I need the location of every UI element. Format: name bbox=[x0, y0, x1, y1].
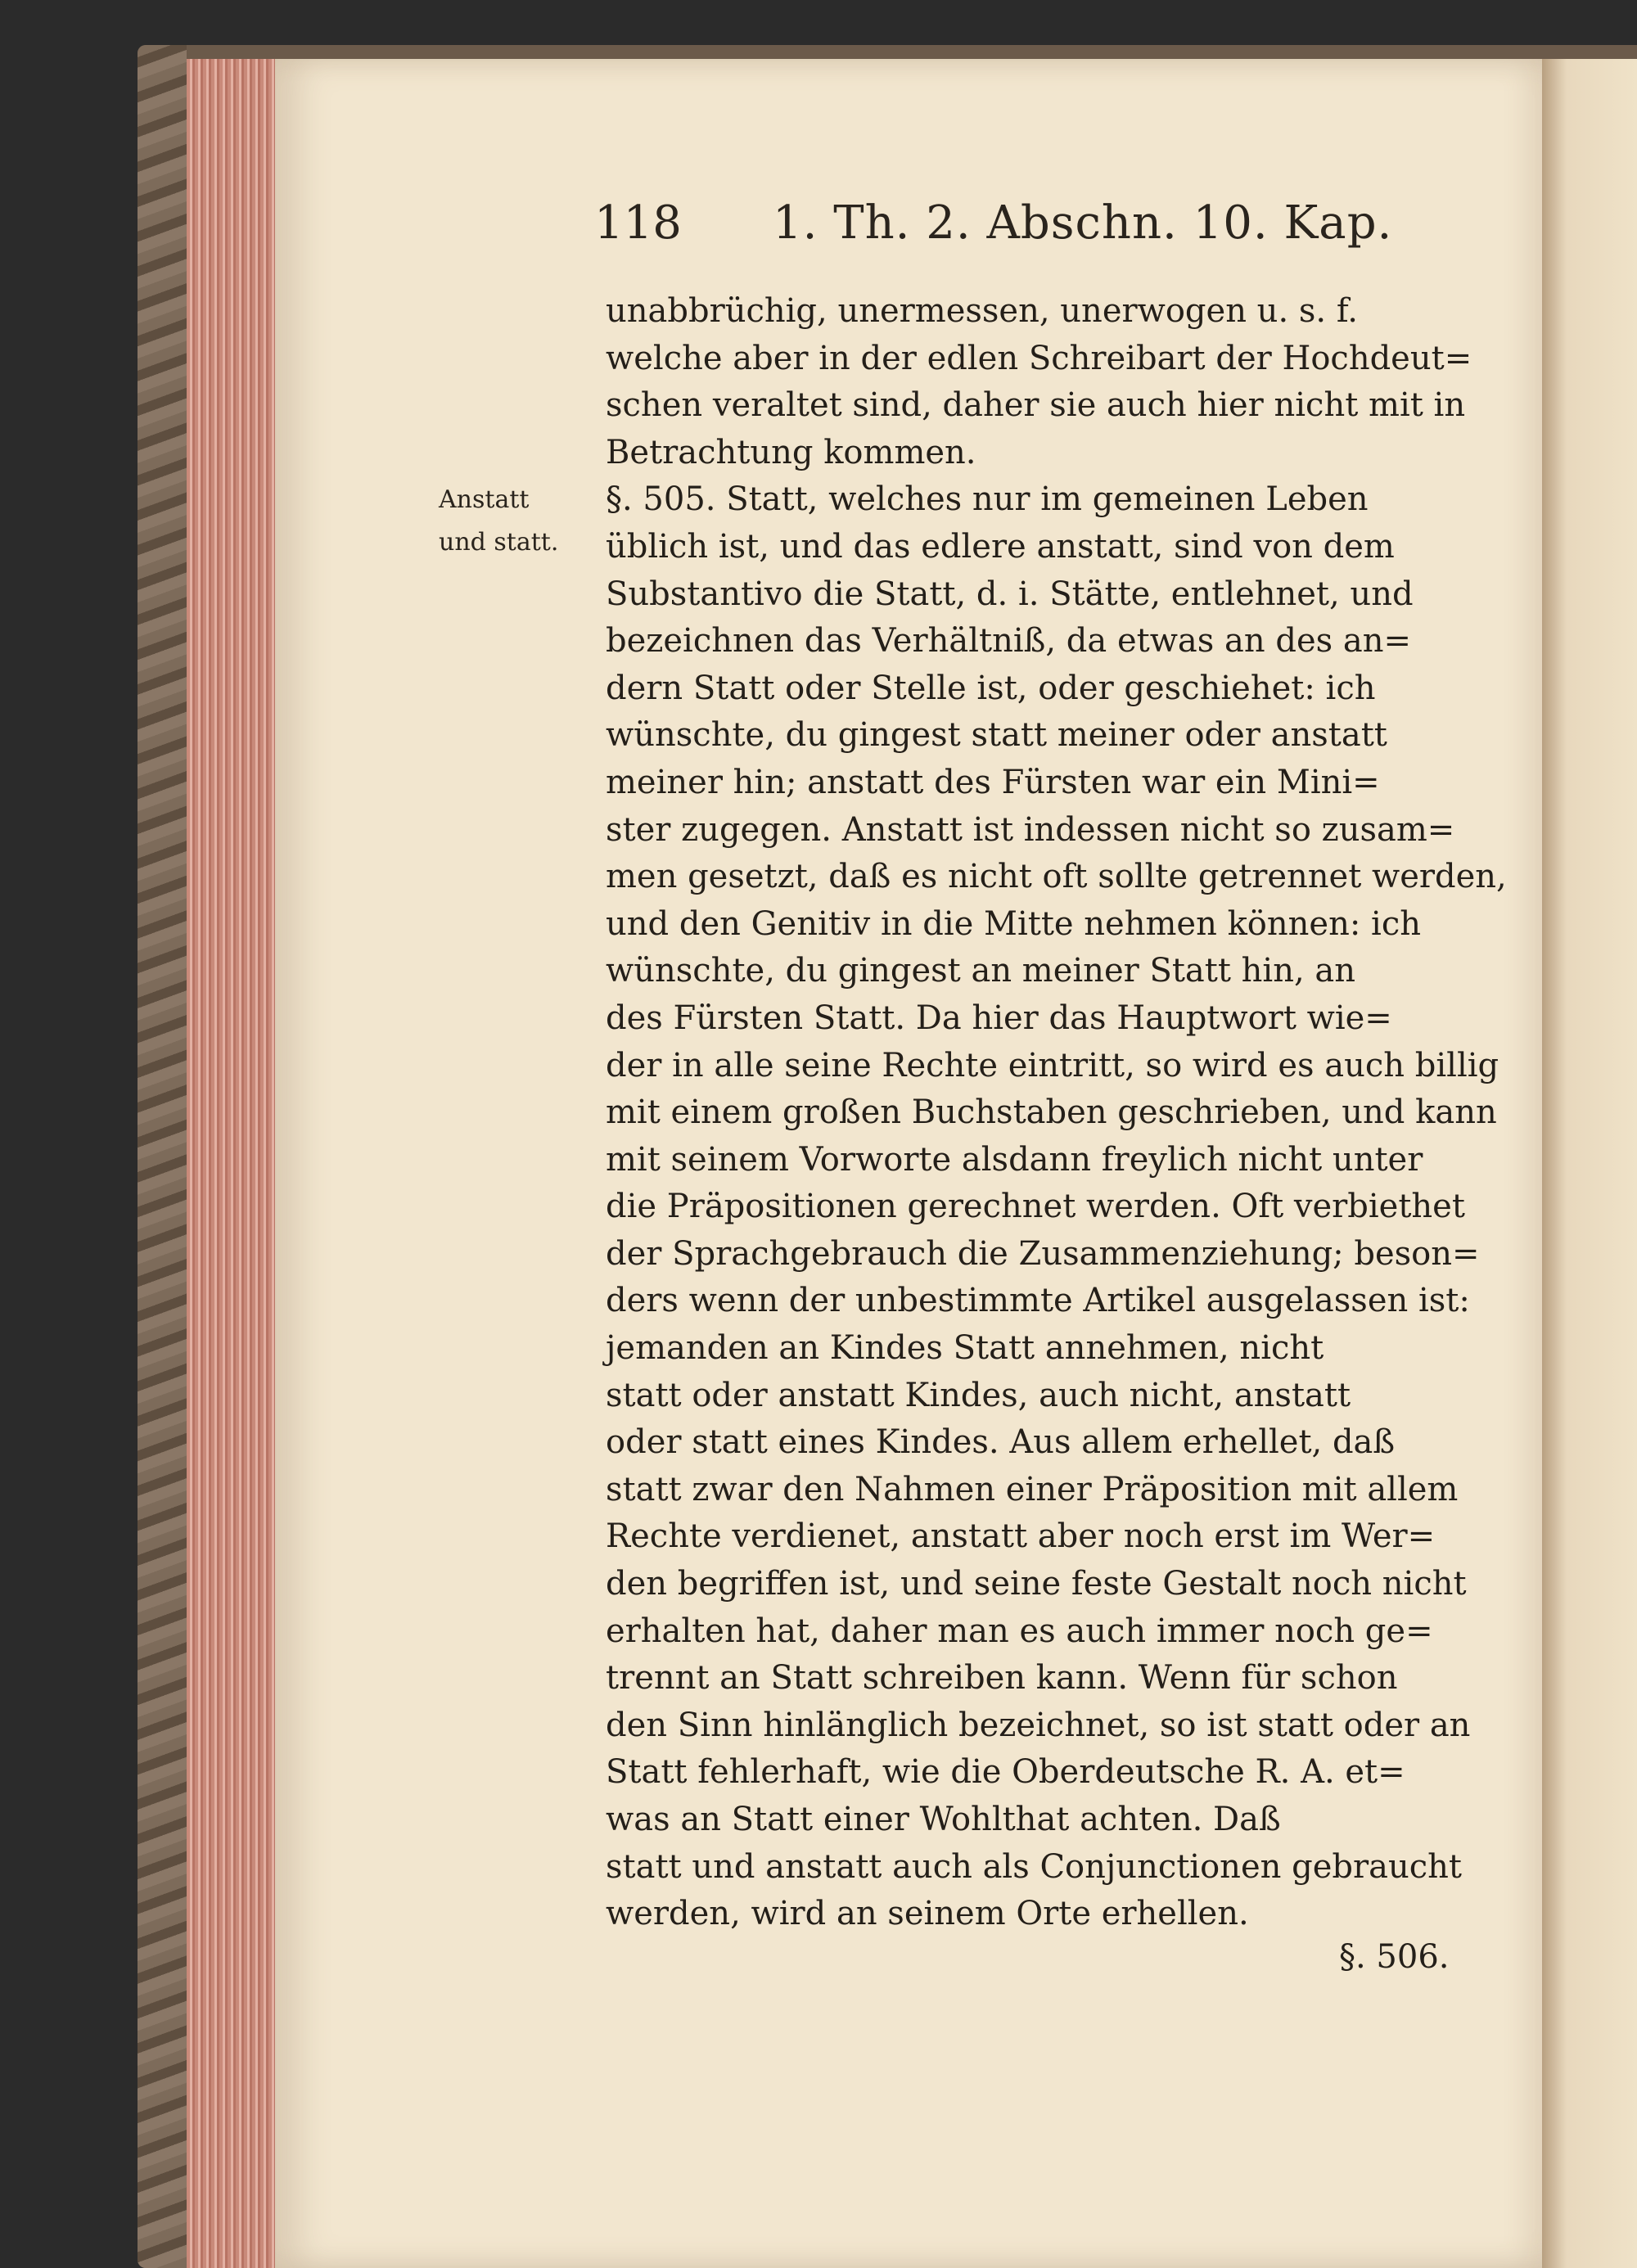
text-line: Statt fehlerhaft, wie die Oberdeutsche R. A. et= bbox=[606, 1753, 1405, 1792]
text-line: jemanden an Kindes Statt annehmen, nicht bbox=[606, 1329, 1324, 1368]
text-line: Rechte verdienet, anstatt aber noch erst im Wer= bbox=[606, 1517, 1436, 1556]
text-line: men gesetzt, daß es nicht oft sollte getrennet werden, bbox=[606, 858, 1507, 896]
page-number: 118 bbox=[594, 196, 682, 250]
text-line: üblich ist, und das edlere anstatt, sind von dem bbox=[606, 527, 1395, 566]
text-line: werden, wird an seinem Orte erhellen. bbox=[606, 1895, 1249, 1933]
text-line: des Fürsten Statt. Da hier das Hauptwort wie= bbox=[606, 999, 1392, 1037]
margin-note-line: Anstatt bbox=[439, 485, 530, 514]
page-edges bbox=[187, 59, 278, 2268]
text-line: den Sinn hinlänglich bezeichnet, so ist statt oder an bbox=[606, 1706, 1471, 1744]
margin-note bbox=[439, 479, 586, 564]
text-line: welche aber in der edlen Schreibart der Hochdeut= bbox=[606, 339, 1472, 377]
marbled-binding bbox=[138, 45, 187, 2268]
text-line: mit einem großen Buchstaben geschrieben, und kann bbox=[606, 1093, 1497, 1132]
body-text bbox=[606, 288, 1507, 1938]
running-title: 1. Th. 2. Abschn. 10. Kap. bbox=[773, 196, 1393, 250]
text-line: dern Statt oder Stelle ist, oder geschiehet: ich bbox=[606, 669, 1376, 707]
text-line: die Präpositionen gerechnet werden. Oft verbiethet bbox=[606, 1188, 1465, 1226]
catchword: §. 506. bbox=[1339, 1938, 1450, 1976]
text-line: ders wenn der unbestimmte Artikel ausgelassen ist: bbox=[606, 1282, 1470, 1320]
facing-page-edge bbox=[1542, 59, 1637, 2268]
text-line: den begriffen ist, und seine feste Gestalt noch nicht bbox=[606, 1565, 1467, 1603]
text-line: der Sprachgebrauch die Zusammenziehung; beson= bbox=[606, 1234, 1480, 1273]
text-line: statt zwar den Nahmen einer Präposition mit allem bbox=[606, 1470, 1459, 1508]
text-line: oder statt eines Kindes. Aus allem erhellet, daß bbox=[606, 1423, 1396, 1462]
text-line: wünschte, du gingest statt meiner oder anstatt bbox=[606, 716, 1387, 755]
text-line: statt und anstatt auch als Conjunctionen gebraucht bbox=[606, 1847, 1462, 1886]
text-line: der in alle seine Rechte eintritt, so wird es auch billig bbox=[606, 1046, 1499, 1084]
text-line: bezeichnen das Verhältniß, da etwas an des an= bbox=[606, 622, 1411, 661]
margin-note-line: und statt. bbox=[439, 528, 559, 557]
page-header bbox=[594, 196, 1495, 270]
text-line: §. 505. Statt, welches nur im gemeinen Leben bbox=[606, 480, 1369, 519]
text-line: was an Statt einer Wohlthat achten. Daß bbox=[606, 1801, 1281, 1838]
text-line: trennt an Statt schreiben kann. Wenn für schon bbox=[606, 1659, 1398, 1698]
text-line: statt oder anstatt Kindes, auch nicht, anstatt bbox=[606, 1376, 1351, 1414]
text-line: unabbrüchig, unermessen, unerwogen u. s. f. bbox=[606, 292, 1358, 330]
text-line: wünschte, du gingest an meiner Statt hin, an bbox=[606, 952, 1355, 990]
text-line: Betrachtung kommen. bbox=[606, 433, 976, 471]
text-line: erhalten hat, daher man es auch immer noch ge= bbox=[606, 1612, 1433, 1650]
text-line: ster zugegen. Anstatt ist indessen nicht so zusam= bbox=[606, 810, 1455, 849]
text-line: meiner hin; anstatt des Fürsten war ein Mini= bbox=[606, 763, 1380, 801]
text-line: schen veraltet sind, daher sie auch hier nicht mit in bbox=[606, 386, 1466, 425]
text-line: Substantivo die Statt, d. i. Stätte, entlehnet, und bbox=[606, 575, 1414, 613]
text-line: und den Genitiv in die Mitte nehmen können: ich bbox=[606, 904, 1421, 943]
text-line: mit seinem Vorworte alsdann freylich nicht unter bbox=[606, 1140, 1423, 1179]
